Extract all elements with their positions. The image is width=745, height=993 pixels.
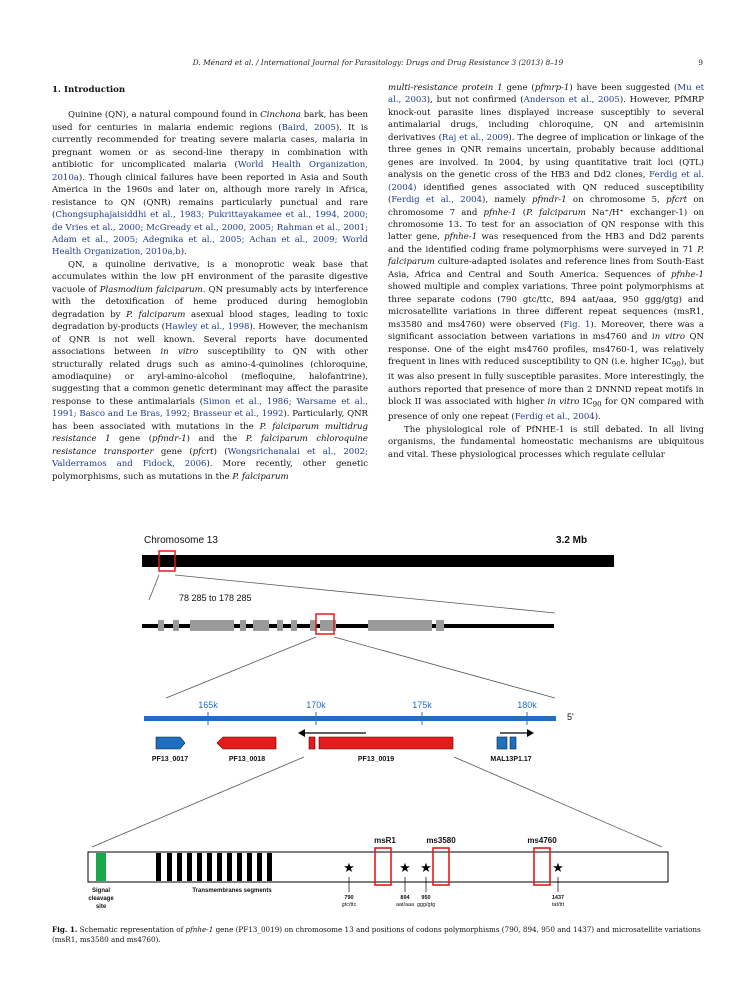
- gene-block: [253, 620, 269, 631]
- gene-exon: [497, 737, 507, 749]
- citation-link[interactable]: Raj et al., 2009: [441, 132, 509, 143]
- codon-position: 790: [344, 895, 354, 901]
- codon-position: 894: [400, 895, 410, 901]
- citation-link[interactable]: Anderson et al., 2005: [523, 95, 620, 106]
- citation-link[interactable]: Chongsuphajaisiddhi et al., 1983; Pukrittayakamee et al., 1994, 2000; de Vries et al., 2000; McGready et al., 2000, 2005; Rahman et al., 2001; Adam et al., 2005; Adegnika et al., 2005; Achan et al., 2009; World Health Organization, 2010a,b: [52, 210, 368, 258]
- codon-change: aat/aaa: [395, 902, 415, 908]
- gene-label: MAL13P1.17: [490, 756, 532, 763]
- signal-cleavage-site: [96, 853, 106, 881]
- citation-link[interactable]: Ferdig et al., 2004: [391, 195, 483, 206]
- gene-block: [277, 620, 283, 631]
- section-title: 1. Introduction: [52, 85, 126, 95]
- paragraph-4: The physiological role of PfNHE-1 is still debated. In all living organisms, the fundamental homeostatic mechanisms are ubiquitous and vital. These physiological processes which regulate cellular: [388, 424, 704, 460]
- region-label: 78 285 to 178 285: [179, 593, 252, 603]
- gene-block: [158, 620, 164, 631]
- arrow-head-icon: [527, 729, 534, 737]
- codon-position: 950: [421, 895, 431, 901]
- citation-link[interactable]: Wongsrichanalai et al., 2002; Valderramos and Fidock, 2006: [52, 446, 368, 470]
- figure-1: [52, 523, 704, 923]
- signal-label: Signal: [91, 888, 111, 894]
- citation-link[interactable]: Mu et al., 2003: [388, 83, 705, 106]
- gene-arrow-pf13-0017: [156, 737, 185, 749]
- microsatellite-label: ms3580: [426, 836, 456, 845]
- gene-block: [436, 620, 444, 631]
- zoom-line: [334, 637, 555, 698]
- codon-change: ggg/gtg: [416, 902, 436, 908]
- star-icon: ★: [343, 860, 355, 875]
- citation-link[interactable]: Baird, 2005: [281, 122, 336, 133]
- gene-label: PF13_0019: [357, 756, 395, 763]
- microsatellite-label: ms4760: [527, 836, 557, 845]
- scale-tick-label: 180k: [517, 700, 537, 710]
- arrow-head-icon: [298, 729, 305, 737]
- running-header: D. Ménard et al. / International Journal for Parasitology: Drugs and Drug Resistance 3 (2013) 8–19: [192, 58, 564, 67]
- gene-block: [173, 620, 179, 631]
- figure-caption: Fig. 1. Schematic representation of pfnhe-1 gene (PF13_0019) on chromosome 13 and positions of codons polymorphisms (790, 894, 950 and 1437) and microsatellite variations (msR1, ms3580 and ms4760).: [52, 925, 701, 944]
- gene-block: [291, 620, 297, 631]
- codon-change: tat/ttt: [551, 902, 565, 908]
- left-column: [52, 82, 368, 483]
- gene-block: [190, 620, 234, 631]
- citation-link[interactable]: Ferdig et al. (2004): [388, 170, 704, 193]
- gene-arrow-pf13-0018: [217, 737, 276, 749]
- gene-arrow-pf13-0019: [319, 737, 453, 749]
- gene-label: PF13_0018: [228, 756, 266, 763]
- scale-bar: [144, 716, 556, 721]
- gene-exon: [510, 737, 516, 749]
- star-icon: ★: [420, 860, 432, 875]
- codon-change: gtc/ttc: [341, 902, 357, 908]
- codon-position: 1437: [551, 895, 565, 901]
- zoom-line: [92, 757, 304, 847]
- five-prime-label: 5': [567, 712, 574, 722]
- chromosome-label: Chromosome 13: [144, 535, 218, 546]
- star-icon: ★: [399, 860, 411, 875]
- gene-exon: [309, 737, 315, 749]
- gene-body: [88, 852, 668, 882]
- gene-block: [368, 620, 432, 631]
- gene-label: PF13_0017: [151, 756, 189, 763]
- right-column: [388, 82, 704, 461]
- star-icon: ★: [552, 860, 564, 875]
- citation-link[interactable]: World Health Organization, 2010a: [52, 160, 368, 183]
- paragraph-1: Quinine (QN), a natural compound found in Cinchona bark, has been used for centuries in malaria endemic regions (Baird, 2005). It is currently recommended for treating severe malaria cases, malaria in pregnant women or as second-line therapy in combination with antibiotic for uncomplicated malaria (World Health Organization, 2010a). Though clinical failures have been reported in Asia and South America in the 1960s and later on, although more rarely in Africa, resistance to QN (QNR) remains particularly punctual and rare (Chongsuphajaisiddhi et al., 1983; Pukrittayakamee et al., 1994, 2000; de Vries et al., 2000; McGready et al., 2000, 2005; Rahman et al., 2001; Adam et al., 2005; Adegnika et al., 2005; Achan et al., 2009; World Health Organization, 2010a,b).: [52, 110, 368, 258]
- citation-link[interactable]: Hawley et al., 1998: [165, 322, 250, 333]
- signal-label: site: [95, 904, 107, 910]
- zoom-line: [149, 575, 159, 600]
- signal-label: cleavage: [88, 896, 114, 902]
- microsatellite-label: msR1: [374, 836, 396, 845]
- citation-link[interactable]: Ferdig et al., 2004: [514, 412, 595, 423]
- gene-block: [240, 620, 246, 631]
- zoom-line: [454, 757, 662, 847]
- citation-link[interactable]: Simon et al., 1986; Warsame et al., 1991; Basco and Le Bras, 1992; Brasseur et al., 1992: [52, 396, 368, 420]
- page-number: 9: [698, 58, 703, 67]
- transmembrane-label: Transmembranes segments: [192, 888, 272, 894]
- chromosome-bar: [142, 555, 614, 567]
- paragraph-3: multi-resistance protein 1 gene (pfmrp-1) have been suggested (Mu et al., 2003), but not confirmed (Anderson et al., 2005). However, PfMRP knock-out parasite lines displayed increase susceptibly to several antimalarial drugs, including chloroquine, QN and artemisinin derivatives (Raj et al., 2009). The degree of implication or linkage of the three genes in QNR remains uncertain, probably because additional genes are involved. In 2004, by using quantitative trait loci (QTL) analysis on the genetic cross of the HB3 and Dd2 clones, Ferdig et al. (2004) identified genes associated with QN reduced susceptibility (Ferdig et al., 2004), namely pfmdr-1 on chromosome 5, pfcrt on chromosome 7 and pfnhe-1 (P. falciparum Na⁺/H⁺ exchanger-1) on chromosome 13. To test for an association of QN response with this latter gene, pfnhe-1 was resequenced from the HB3 and Dd2 parents and the identified coding frame polymorphisms were surveyed in 71 P. falciparum culture-adapted isolates and reference lines from South-East Asia, Africa and Central and South America. Sequences of pfnhe-1 showed multiple and complex variations. Three point polymorphisms at three separate codons (790 gtc/ttc, 894 aat/aaa, 950 ggg/gtg) and microsatellite variations in three different repeat sequences (msR1, ms3580 and ms4760) were observed (Fig. 1). Moreover, there was a significant association between variations in ms4760 and in vitro QN response. One of the eight ms4760 profiles, ms4760-1, was relatively frequent in lines with reduced susceptibility to QN (i.e. higher $IC_{90}$), but it was also present in fully susceptible parasites. More interestingly, the authors reported that presence of more than 2 DNNND repeat motifs in block II was associated with higher in vitro $IC_{90}$ for QN compared with presence of only one repeat (Ferdig et al., 2004).: [388, 83, 705, 423]
- scale-tick-label: 175k: [412, 700, 432, 710]
- scale-tick-label: 165k: [198, 700, 218, 710]
- chromosome-size: 3.2 Mb: [556, 535, 588, 546]
- zoom-line: [166, 637, 316, 698]
- figure-link[interactable]: Fig. 1: [563, 319, 591, 330]
- gene-block: [310, 620, 316, 631]
- scale-tick-label: 170k: [306, 700, 326, 710]
- paragraph-2: QN, a quinoline derivative, is a monoprotic weak base that accumulates within the low pH environment of the parasite digestive vacuole of Plasmodium falciparum. QN presumably acts by interference with the detoxification of heme produced during hemoglobin degradation by P. falciparum asexual blood stages, leading to toxic degradation by-products (Hawley et al., 1998). However, the mechanism of QNR is not well known. Several reports have documented associations between in vitro susceptibility to QN with other structurally related drugs such as amino-4-quinolines (chloroquine, amodiaquine) or aryl-amino-alcohol (mefloquine, halofantrine), suggesting that a common genetic determinant may affect the parasite response to these antimalarials (Simon et al., 1986; Warsame et al., 1991; Basco and Le Bras, 1992; Brasseur et al., 1992). Particularly, QNR has been associated with mutations in the P. falciparum multidrug resistance 1 gene (pfmdr-1) and the P. falciparum chloroquine resistance transporter gene (pfcrt) (Wongsrichanalai et al., 2002; Valderramos and Fidock, 2006). More recently, other genetic polymorphisms, such as mutations in the P. falciparum: [52, 259, 369, 482]
